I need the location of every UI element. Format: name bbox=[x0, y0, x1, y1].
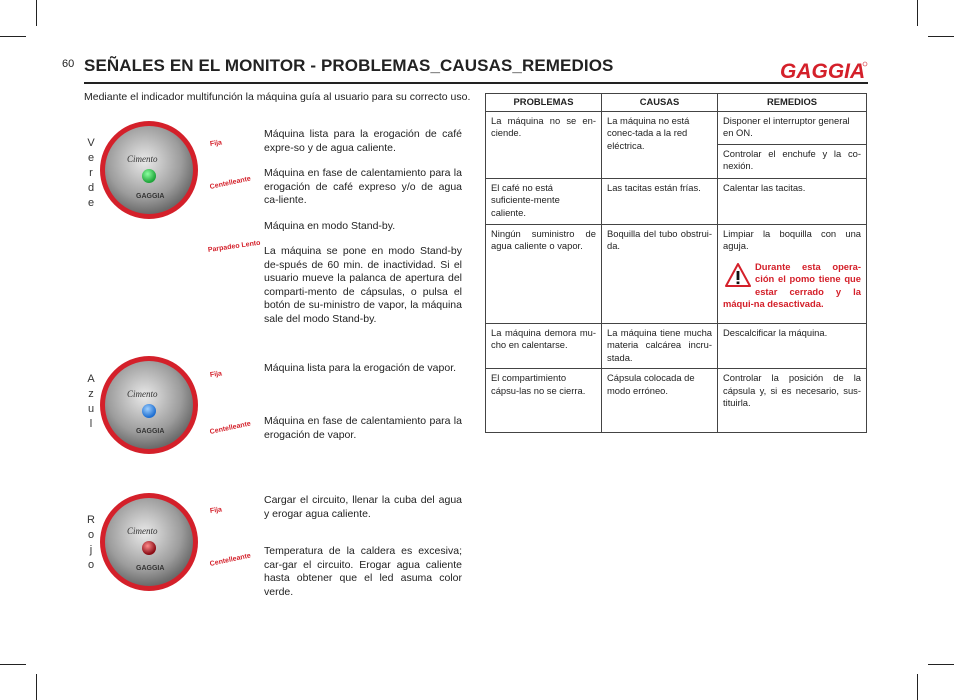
state-fija: Fija bbox=[209, 370, 223, 379]
state-centelleante: Centelleante bbox=[209, 420, 252, 436]
desc-green-standby: La máquina se pone en modo Stand-by de-spués de 60 min. de inactividad. Si el usuario mueve la palanca de apertura del comparti-mento de cápsulas, o pulsa el botón de su-ministro de vapor, la máquina sale del modo Stand-by. bbox=[264, 245, 462, 325]
desc-green-centelleante: Máquina en fase de calentamiento para la erogación de café expreso y/o de agua ca-liente. bbox=[264, 167, 462, 206]
intro-text: Mediante el indicador multifunción la máquina guía al usuario para su correcto uso. bbox=[84, 91, 471, 103]
indicator-label-green: V e r d e bbox=[87, 137, 95, 209]
remedy-cell: Descalcificar la máquina. bbox=[718, 323, 867, 369]
problem-cell: El compartimiento cápsu-las no se cierra. bbox=[486, 369, 602, 433]
remedy-cell: Disponer el interruptor general en ON. bbox=[718, 111, 867, 144]
warning-text: Durante esta opera-ción el pomo tiene que estar cerrado y la máqui-na desactivada. bbox=[723, 260, 861, 309]
cause-cell: Cápsula colocada de modo erróneo. bbox=[602, 369, 718, 433]
column-header-remedies: REMEDIOS bbox=[718, 94, 867, 112]
knob-blue-icon bbox=[99, 355, 199, 455]
svg-text:GAGGIA: GAGGIA bbox=[136, 565, 165, 572]
remedy-text: Limpiar la boquilla con una aguja. bbox=[723, 227, 861, 251]
crop-mark bbox=[917, 674, 918, 700]
table-row bbox=[486, 178, 867, 224]
indicator-label-red: R o j o bbox=[87, 514, 95, 571]
title-rule bbox=[84, 82, 868, 84]
crop-mark bbox=[917, 0, 918, 26]
cause-cell: La máquina no está conec-tada a la red eléctrica. bbox=[602, 111, 718, 178]
table-row bbox=[486, 111, 867, 144]
desc-red-fija: Cargar el circuito, llenar la cuba del agua y erogar agua caliente. bbox=[264, 494, 462, 520]
warning-icon bbox=[725, 263, 751, 287]
gaggia-logo bbox=[780, 58, 868, 82]
remedy-cell: Controlar el enchufe y la co-nexión. bbox=[718, 144, 867, 178]
state-centelleante: Centelleante bbox=[209, 552, 252, 568]
state-centelleante: Centelleante bbox=[209, 175, 252, 191]
crop-mark bbox=[0, 664, 26, 665]
crop-mark bbox=[928, 36, 954, 37]
svg-text:Cimento: Cimento bbox=[127, 389, 158, 399]
crop-mark bbox=[36, 0, 37, 26]
desc-blue-fija: Máquina lista para la erogación de vapor. bbox=[264, 362, 457, 374]
problem-cell: Ningún suministro de agua caliente o vapor. bbox=[486, 224, 602, 323]
cause-cell: Boquilla del tubo obstrui-da. bbox=[602, 224, 718, 323]
desc-red-centelleante: Temperatura de la caldera es excesiva; car-gar el circuito. Erogar agua caliente hasta obtener que el led asuma color verde. bbox=[264, 545, 462, 598]
desc-blue-centelleante: Máquina en fase de calentamiento para la erogación de vapor. bbox=[264, 415, 462, 441]
problem-cell: El café no está suficiente-mente caliente. bbox=[486, 178, 602, 224]
table-row bbox=[486, 369, 867, 433]
problem-cell: La máquina no se en-ciende. bbox=[486, 111, 602, 178]
cause-cell: Las tacitas están frías. bbox=[602, 178, 718, 224]
crop-mark bbox=[928, 664, 954, 665]
state-fija: Fija bbox=[209, 139, 223, 148]
troubleshooting-table bbox=[485, 93, 867, 433]
svg-text:Cimento: Cimento bbox=[127, 526, 158, 536]
crop-mark bbox=[36, 674, 37, 700]
svg-text:Cimento: Cimento bbox=[127, 154, 158, 164]
remedy-cell bbox=[718, 224, 867, 323]
state-fija: Fija bbox=[209, 506, 223, 515]
svg-text:GAGGIA: GAGGIA bbox=[136, 428, 165, 435]
desc-green-fija: Máquina lista para la erogación de café expre-so y de agua caliente. bbox=[264, 128, 462, 154]
table-header-row bbox=[486, 94, 867, 112]
table-row bbox=[486, 224, 867, 323]
knob-red-icon bbox=[99, 492, 199, 592]
cause-cell: La máquina tiene mucha materia calcárea incru-stada. bbox=[602, 323, 718, 369]
column-header-causes: CAUSAS bbox=[602, 94, 718, 112]
table-row bbox=[486, 323, 867, 369]
svg-text:GAGGIA: GAGGIA bbox=[780, 60, 866, 82]
desc-green-parpadeo: Máquina en modo Stand-by. bbox=[264, 220, 396, 232]
problem-cell: La máquina demora mu-cho en calentarse. bbox=[486, 323, 602, 369]
svg-text:GAGGIA: GAGGIA bbox=[136, 193, 165, 200]
indicator-label-blue: A z u l bbox=[87, 373, 95, 430]
column-header-problems: PROBLEMAS bbox=[486, 94, 602, 112]
knob-green-icon bbox=[99, 120, 199, 220]
page-title: SEÑALES EN EL MONITOR - PROBLEMAS_CAUSAS_REMEDIOS bbox=[84, 56, 614, 75]
state-parpadeo-lento: Parpadeo Lento bbox=[207, 239, 261, 254]
crop-mark bbox=[0, 36, 26, 37]
remedy-cell: Controlar la posición de la cápsula y, si es necesario, sus-tituirla. bbox=[718, 369, 867, 433]
remedy-cell: Calentar las tacitas. bbox=[718, 178, 867, 224]
page-number: 60 bbox=[62, 58, 75, 70]
